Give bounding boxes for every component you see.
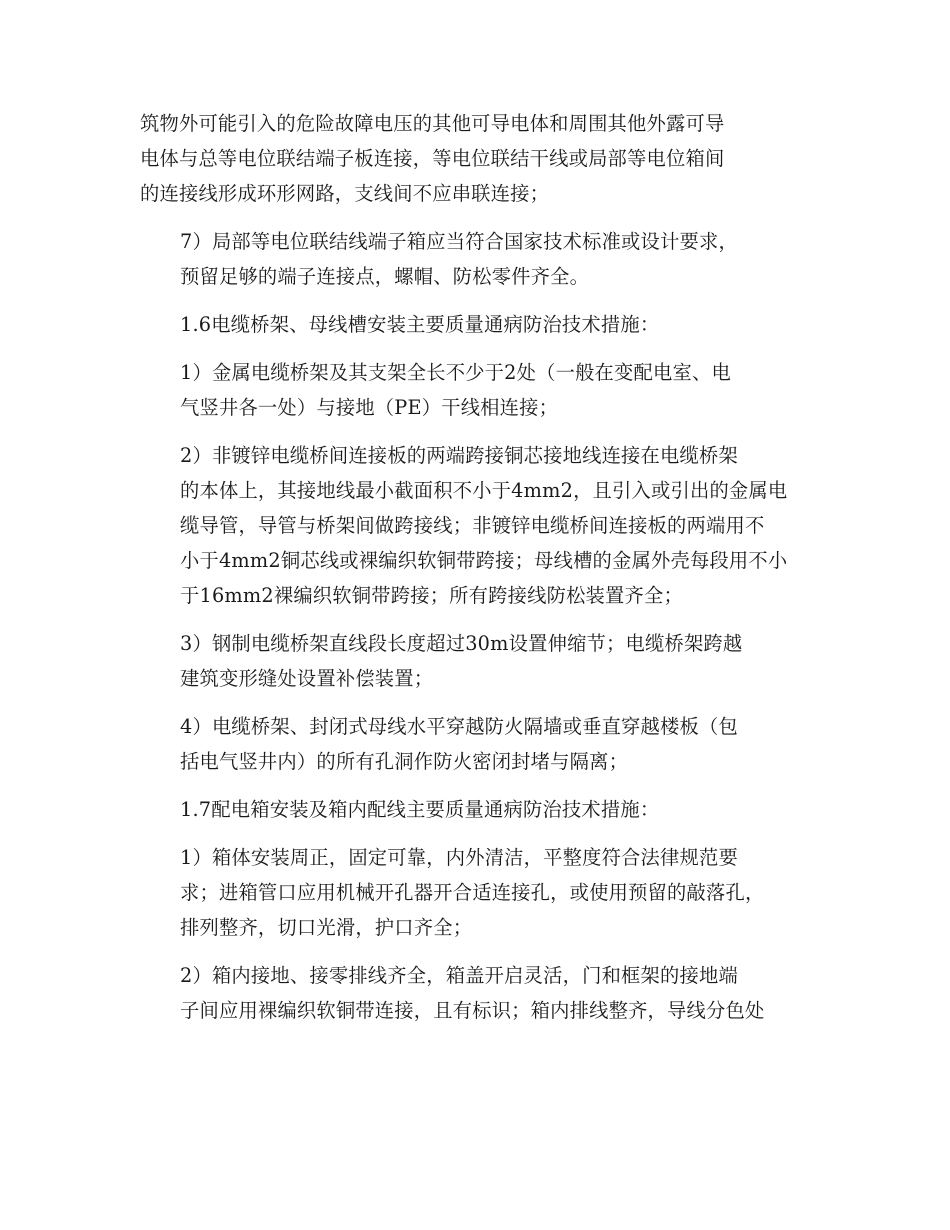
paragraph-line: 1.7配电箱安装及箱内配线主要质量通病防治技术措施：	[180, 798, 660, 821]
paragraph-line: 2）非镀锌电缆桥间连接板的两端跨接铜芯接地线连接在电缆桥架	[180, 444, 738, 467]
paragraph-line: 预留足够的端子连接点，螺帽、防松零件齐全。	[180, 265, 590, 288]
paragraph-line: 排列整齐，切口光滑，护口齐全；	[180, 916, 473, 939]
paragraph-line: 筑物外可能引入的危险故障电压的其他可导电体和周围其他外露可导	[140, 112, 725, 135]
document-body	[140, 106, 808, 1041]
body-paragraph	[140, 307, 808, 342]
paragraph-line: 1.6电缆桥架、母线槽安装主要质量通病防治技术措施：	[180, 313, 660, 336]
paragraph-line: 缆导管，导管与桥架间做跨接线；非镀锌电缆桥间连接板的两端用不	[180, 514, 765, 537]
body-paragraph	[140, 438, 808, 613]
body-paragraph	[140, 224, 808, 294]
body-paragraph	[140, 355, 808, 425]
paragraph-line: 2）箱内接地、接零排线齐全，箱盖开启灵活，门和框架的接地端	[180, 964, 738, 987]
paragraph-line: 1）箱体安装周正，固定可靠，内外清洁，平整度符合法律规范要	[180, 846, 738, 869]
body-paragraph	[140, 626, 808, 696]
paragraph-line: 求；进箱管口应用机械开孔器开合适连接孔，或使用预留的敲落孔，	[180, 881, 765, 904]
body-paragraph	[140, 958, 808, 1028]
body-paragraph	[140, 709, 808, 779]
paragraph-line: 1）金属电缆桥架及其支架全长不少于2处（一般在变配电室、电	[180, 361, 731, 384]
paragraph-line: 4）电缆桥架、封闭式母线水平穿越防火隔墙或垂直穿越楼板（包	[180, 715, 738, 738]
paragraph-line: 的连接线形成环形网路，支线间不应串联连接；	[140, 182, 550, 205]
paragraph-line: 括电气竖井内）的所有孔洞作防火密闭封堵与隔离；	[180, 750, 629, 773]
paragraph-line: 电体与总等电位联结端子板连接，等电位联结干线或局部等电位箱间	[140, 147, 725, 170]
body-paragraph	[140, 792, 808, 827]
paragraph-line: 小于4mm2铜芯线或裸编织软铜带跨接；母线槽的金属外壳每段用不小	[180, 549, 788, 572]
paragraph-line: 气竖井各一处）与接地（PE）干线相连接；	[180, 396, 559, 419]
paragraph-line: 的本体上，其接地线最小截面积不小于4mm2，且引入或引出的金属电	[180, 479, 788, 502]
paragraph-line: 子间应用裸编织软铜带连接，且有标识；箱内排线整齐，导线分色处	[180, 999, 765, 1022]
body-paragraph	[140, 840, 808, 945]
paragraph-line: 建筑变形缝处设置补偿装置；	[180, 667, 434, 690]
paragraph-line: 3）钢制电缆桥架直线段长度超过30m设置伸缩节；电缆桥架跨越	[180, 632, 743, 655]
body-paragraph	[140, 106, 808, 211]
paragraph-line: 7）局部等电位联结线端子箱应当符合国家技术标准或设计要求，	[180, 230, 738, 253]
paragraph-line: 于16mm2裸编织软铜带跨接；所有跨接线防松装置齐全；	[180, 584, 683, 607]
